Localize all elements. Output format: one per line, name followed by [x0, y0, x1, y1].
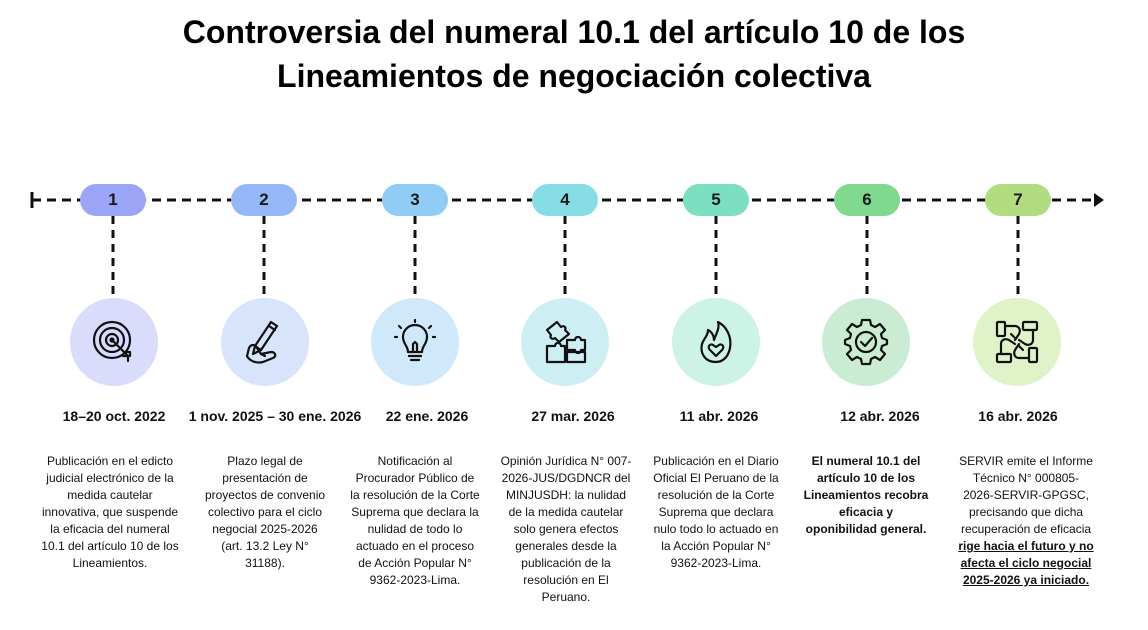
- step-5-number-badge: 5: [683, 184, 749, 216]
- step-7-date: 16 abr. 2026: [978, 408, 1058, 424]
- step-5-date: 11 abr. 2026: [679, 408, 759, 424]
- connectors: [113, 216, 1018, 296]
- target-icon: [90, 318, 138, 366]
- step-6-number-badge: 6: [834, 184, 900, 216]
- step-2-date: 1 nov. 2025 – 30 ene. 2026: [188, 408, 362, 424]
- timeline-arrow-head: [1094, 193, 1104, 207]
- step-1-icon-circle: [70, 298, 158, 386]
- step-7-icon-circle: [973, 298, 1061, 386]
- step-7-number-badge: 7: [985, 184, 1051, 216]
- title-line-2: Lineamientos de negociación colectiva: [277, 58, 871, 94]
- step-3-icon-circle: [371, 298, 459, 386]
- step-5-description: Publicación en el Diario Oficial El Peruano de la resolución de la Corte Suprema que declara nulo todo lo actuado en la Acción Popular N° 9362-2023-Lima.: [653, 454, 779, 570]
- step-1-number-badge: 1: [80, 184, 146, 216]
- step-2-description: Plazo legal de presentación de proyectos de convenio colectivo para el ciclo negocial 2025-2026 (art. 13.2 Ley N° 31188).: [204, 454, 326, 570]
- step-3-description: Notificación al Procurador Público de la resolución de la Corte Suprema que declara la nulidad de todo lo actuado en el proceso de Acción Popular N° 9362-2023-Lima.: [350, 454, 480, 587]
- step-6-icon-circle: [822, 298, 910, 386]
- title-line-1: Controversia del numeral 10.1 del artículo 10 de los: [182, 14, 966, 50]
- step-4-number-badge: 4: [532, 184, 598, 216]
- step-6-date: 12 abr. 2026: [840, 408, 920, 424]
- step-7-description-emphasis: rige hacia el futuro y no afecta el ciclo negocial 2025-2026 ya iniciado.: [958, 539, 1094, 587]
- step-6-description: El numeral 10.1 del artículo 10 de los Lineamientos recobra eficacia y oponibilidad general.: [803, 454, 929, 536]
- step-7-description-plain: SERVIR emite el Informe Técnico N° 000805-2026-SERVIR-GPGSC, precisando que dicha recuperación de eficacia: [959, 454, 1093, 536]
- step-1-date: 18–20 oct. 2022: [62, 408, 166, 424]
- step-3-number-badge: 3: [382, 184, 448, 216]
- step-1-description: Publicación en el edicto judicial electrónico de la medida cautelar innovativa, que suspende la eficacia del numeral 10.1 del artículo 10 de los Lineamientos.: [41, 454, 179, 570]
- joined-hands-icon: [993, 318, 1041, 366]
- step-2-icon-circle: [221, 298, 309, 386]
- gear-check-icon: [842, 318, 890, 366]
- step-3-date: 22 ene. 2026: [385, 408, 469, 424]
- heart-flame-icon: [692, 318, 740, 366]
- step-4-description: Opinión Jurídica N° 007-2026-JUS/DGDNCR del MINJUSDH: la nulidad de la medida cautelar solo genera efectos generales desde la publicación de la resolución en El Peruano.: [500, 454, 632, 604]
- hand-pencil-icon: [241, 318, 289, 366]
- step-4-icon-circle: [521, 298, 609, 386]
- lightbulb-icon: [391, 318, 439, 366]
- puzzle-icon: [541, 318, 589, 366]
- step-4-date: 27 mar. 2026: [531, 408, 615, 424]
- step-7-description: [958, 453, 1094, 589]
- step-5-icon-circle: [672, 298, 760, 386]
- step-2-number-badge: 2: [231, 184, 297, 216]
